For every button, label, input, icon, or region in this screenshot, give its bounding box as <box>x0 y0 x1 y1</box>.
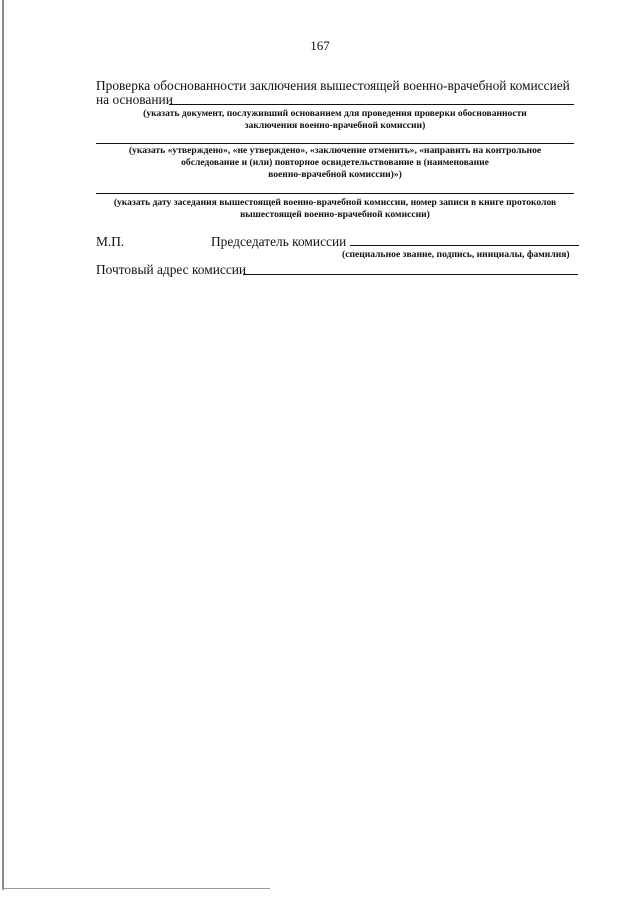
basis-label: на основании <box>96 92 173 107</box>
scan-edge-left <box>2 0 4 890</box>
hint-meeting-line: (указать дату заседания вышестоящей военно-врачебной комиссии, номер записи в книге протоколов <box>113 197 557 208</box>
chairman-fill-line <box>350 245 579 246</box>
scan-edge-bottom <box>2 888 270 889</box>
hint-meeting <box>96 197 574 221</box>
hint-decision-line: военно-врачебной комиссии)») <box>268 169 402 180</box>
decision-fill-line <box>96 143 574 144</box>
form-heading: Проверка обоснованности заключения вышестоящей военно-врачебной комиссией <box>96 78 570 93</box>
hint-document-line: заключения военно-врачебной комиссии) <box>244 120 426 131</box>
hint-document-line: (указать документ, послуживший основанием для проведения проверки обоснованности <box>143 108 527 119</box>
hint-chairman: (специальное звание, подпись, инициалы, фамилия) <box>342 249 570 260</box>
address-label: Почтовый адрес комиссии <box>96 262 247 277</box>
hint-decision <box>96 145 574 181</box>
hint-decision-line: обследование и (или) повторное освидетельствование в (наименование <box>181 157 489 168</box>
address-fill-line <box>243 274 578 275</box>
meeting-fill-line <box>96 193 574 194</box>
hint-meeting-line: вышестоящей военно-врачебной комиссии) <box>240 209 430 220</box>
basis-row <box>96 92 574 108</box>
hint-decision-line: (указать «утверждено», «не утверждено», «заключение отменить», «направить на контрольное <box>128 145 542 156</box>
hint-document <box>96 108 574 132</box>
page-number: 167 <box>310 38 330 53</box>
stamp-label: М.П. <box>96 234 125 249</box>
chairman-label: Председатель комиссии <box>211 234 347 249</box>
basis-fill-line <box>169 104 574 105</box>
